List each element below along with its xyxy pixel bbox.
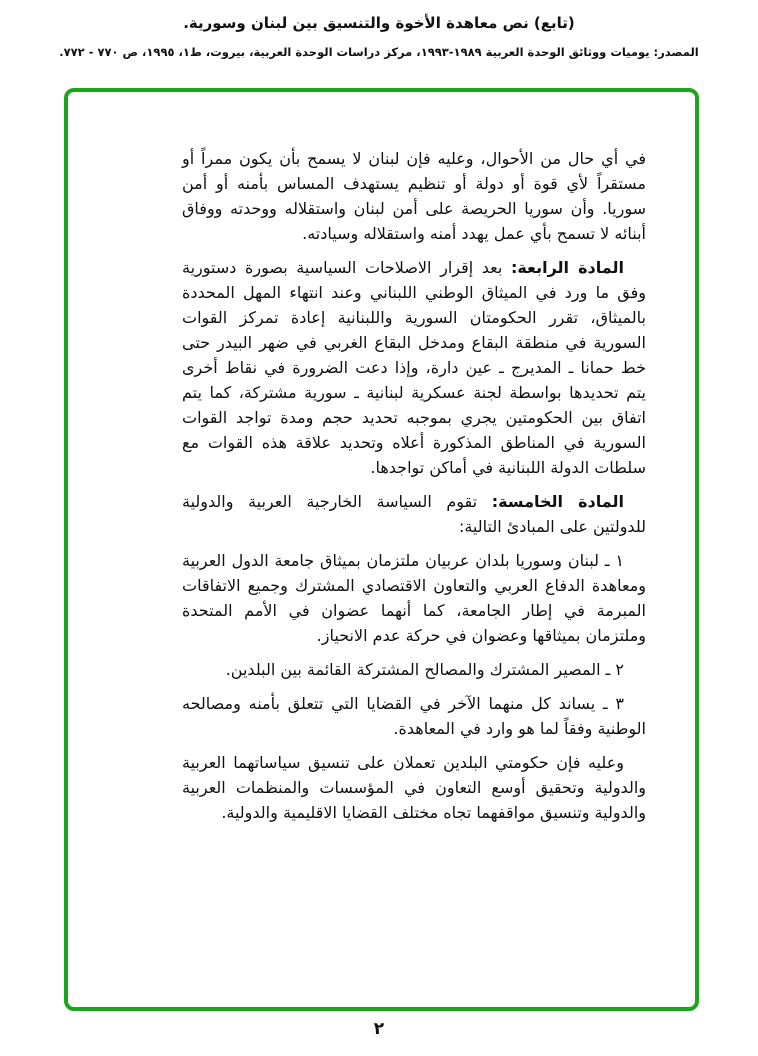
paragraph-text: بعد إقرار الاصلاحات السياسية بصورة دستورية وفق ما ورد في الميثاق الوطني اللبناني وعند انتهاء المهل المحددة بالميثاق، تقرر الحكومتان السورية واللبنانية إعادة تمركز القوات السورية في منطقة البقاع ومدخل البقاع الغربي في ضهر البيدر حتى خط حمانا ـ المديرج ـ عين دارة، وإذا دعت الضرورة في نقاط أخرى يتم تحديدها بواسطة لجنة عسكرية لبنانية ـ سورية مشتركة، كما يتم اتفاق بين الحكومتين يجري بموجبه تحديد حجم ومدة تواجد القوات السورية في المناطق المذكورة أعلاه وتحديد علاقة هذه القوات مع سلطات الدولة اللبنانية في أماكن تواجدها. xyxy=(182,258,646,477)
paragraph-text: تقوم السياسة الخارجية العربية والدولية للدولتين على المبادئ التالية: xyxy=(182,492,646,536)
page-header xyxy=(0,14,758,59)
paragraph-text: وعليه فإن حكومتي البلدين تعملان على تنسيق سياساتهما العربية والدولية وتحقيق أوسع التعاون في المؤسسات والمنظمات العربية والدولية وتنسيق مواقفهما تجاه مختلف القضايا الاقليمية والدولية. xyxy=(182,753,646,822)
document-body xyxy=(182,146,646,834)
paragraph-item-2 xyxy=(182,657,646,682)
paragraph-closing xyxy=(182,750,646,825)
paragraph-article-5 xyxy=(182,489,646,539)
paragraph-text: ١ ـ لبنان وسوريا بلدان عربيان ملتزمان بميثاق جامعة الدول العربية ومعاهدة الدفاع العربي والتعاون الاقتصادي المشترك وجميع الاتفاقات المبرمة في إطار الجامعة، كما أنهما عضوان في الأمم المتحدة وملتزمان بميثاقها وعضوان في حركة عدم الانحياز. xyxy=(182,551,646,645)
page-number: ٢ xyxy=(373,1019,385,1039)
paragraph-item-1 xyxy=(182,548,646,648)
article-5-heading: المادة الخامسة: xyxy=(491,492,624,511)
article-4-heading: المادة الرابعة: xyxy=(510,258,624,277)
document-title: (تابع) نص معاهدة الأخوة والتنسيق بين لبنان وسورية. xyxy=(183,14,575,32)
paragraph-continuation xyxy=(182,146,646,246)
paragraph-text: في أي حال من الأحوال، وعليه فإن لبنان لا يسمح بأن يكون ممراً أو مستقراً لأي قوة أو دولة أو تنظيم يستهدف المساس بأمنه أو أمن سوريا. وأن سوريا الحريصة على أمن لبنان واستقلاله ووحدته ووفاق أبنائه لا تسمح بأي عمل يهدد أمنه واستقلاله وسيادته. xyxy=(182,149,646,243)
paragraph-text: ٢ ـ المصير المشترك والمصالح المشتركة القائمة بين البلدين. xyxy=(225,660,624,679)
paragraph-item-3 xyxy=(182,691,646,741)
paragraph-article-4 xyxy=(182,255,646,480)
paragraph-text: ٣ ـ يساند كل منهما الآخر في القضايا التي تتعلق بأمنه ومصالحه الوطنية وفقاً لما هو وارد في المعاهدة. xyxy=(182,694,646,738)
source-citation: المصدر: يوميات ووثائق الوحدة العربية ١٩٨٩-١٩٩٣، مركز دراسات الوحدة العربية، بيروت، ط١، ١٩٩٥، ص ٧٧٠ - ٧٧٢. xyxy=(59,45,699,59)
